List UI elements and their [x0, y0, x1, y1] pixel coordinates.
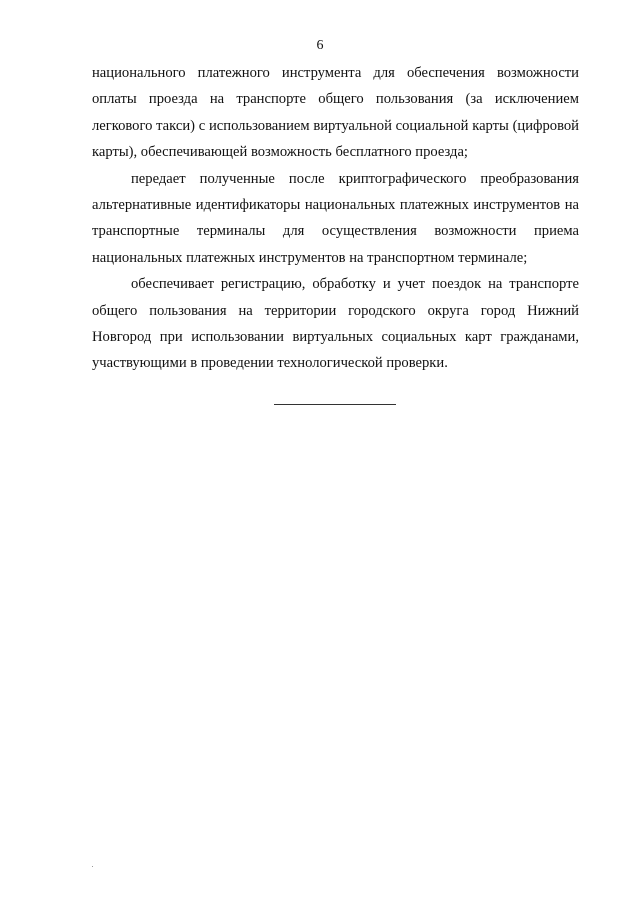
document-body [92, 60, 579, 377]
scan-speck [92, 866, 93, 867]
page-number: 6 [316, 38, 324, 53]
paragraph-registers-trips: обеспечивает регистрацию, обработку и учет поездок на транспорте общего пользования на территории городского округа город Нижний Новгород при использовании виртуальных социальных карт гражданами, участвующими в проведении технологической проверки. [92, 276, 579, 372]
end-of-text-rule [274, 404, 396, 405]
paragraph-continuation: национального платежного инструмента для обеспечения возможности оплаты проезда на транспорте общего пользования (за исключением легкового такси) с использованием виртуальной социальной карты (цифровой карты), обеспечивающей возможность бесплатного проезда; [92, 65, 579, 161]
paragraph-transmits-identifiers: передает полученные после криптографического преобразования альтернативные идентификаторы национальных платежных инструментов на транспортные терминалы для осуществления возможности приема национальных платежных инструментов на транспортном терминале; [92, 170, 579, 266]
